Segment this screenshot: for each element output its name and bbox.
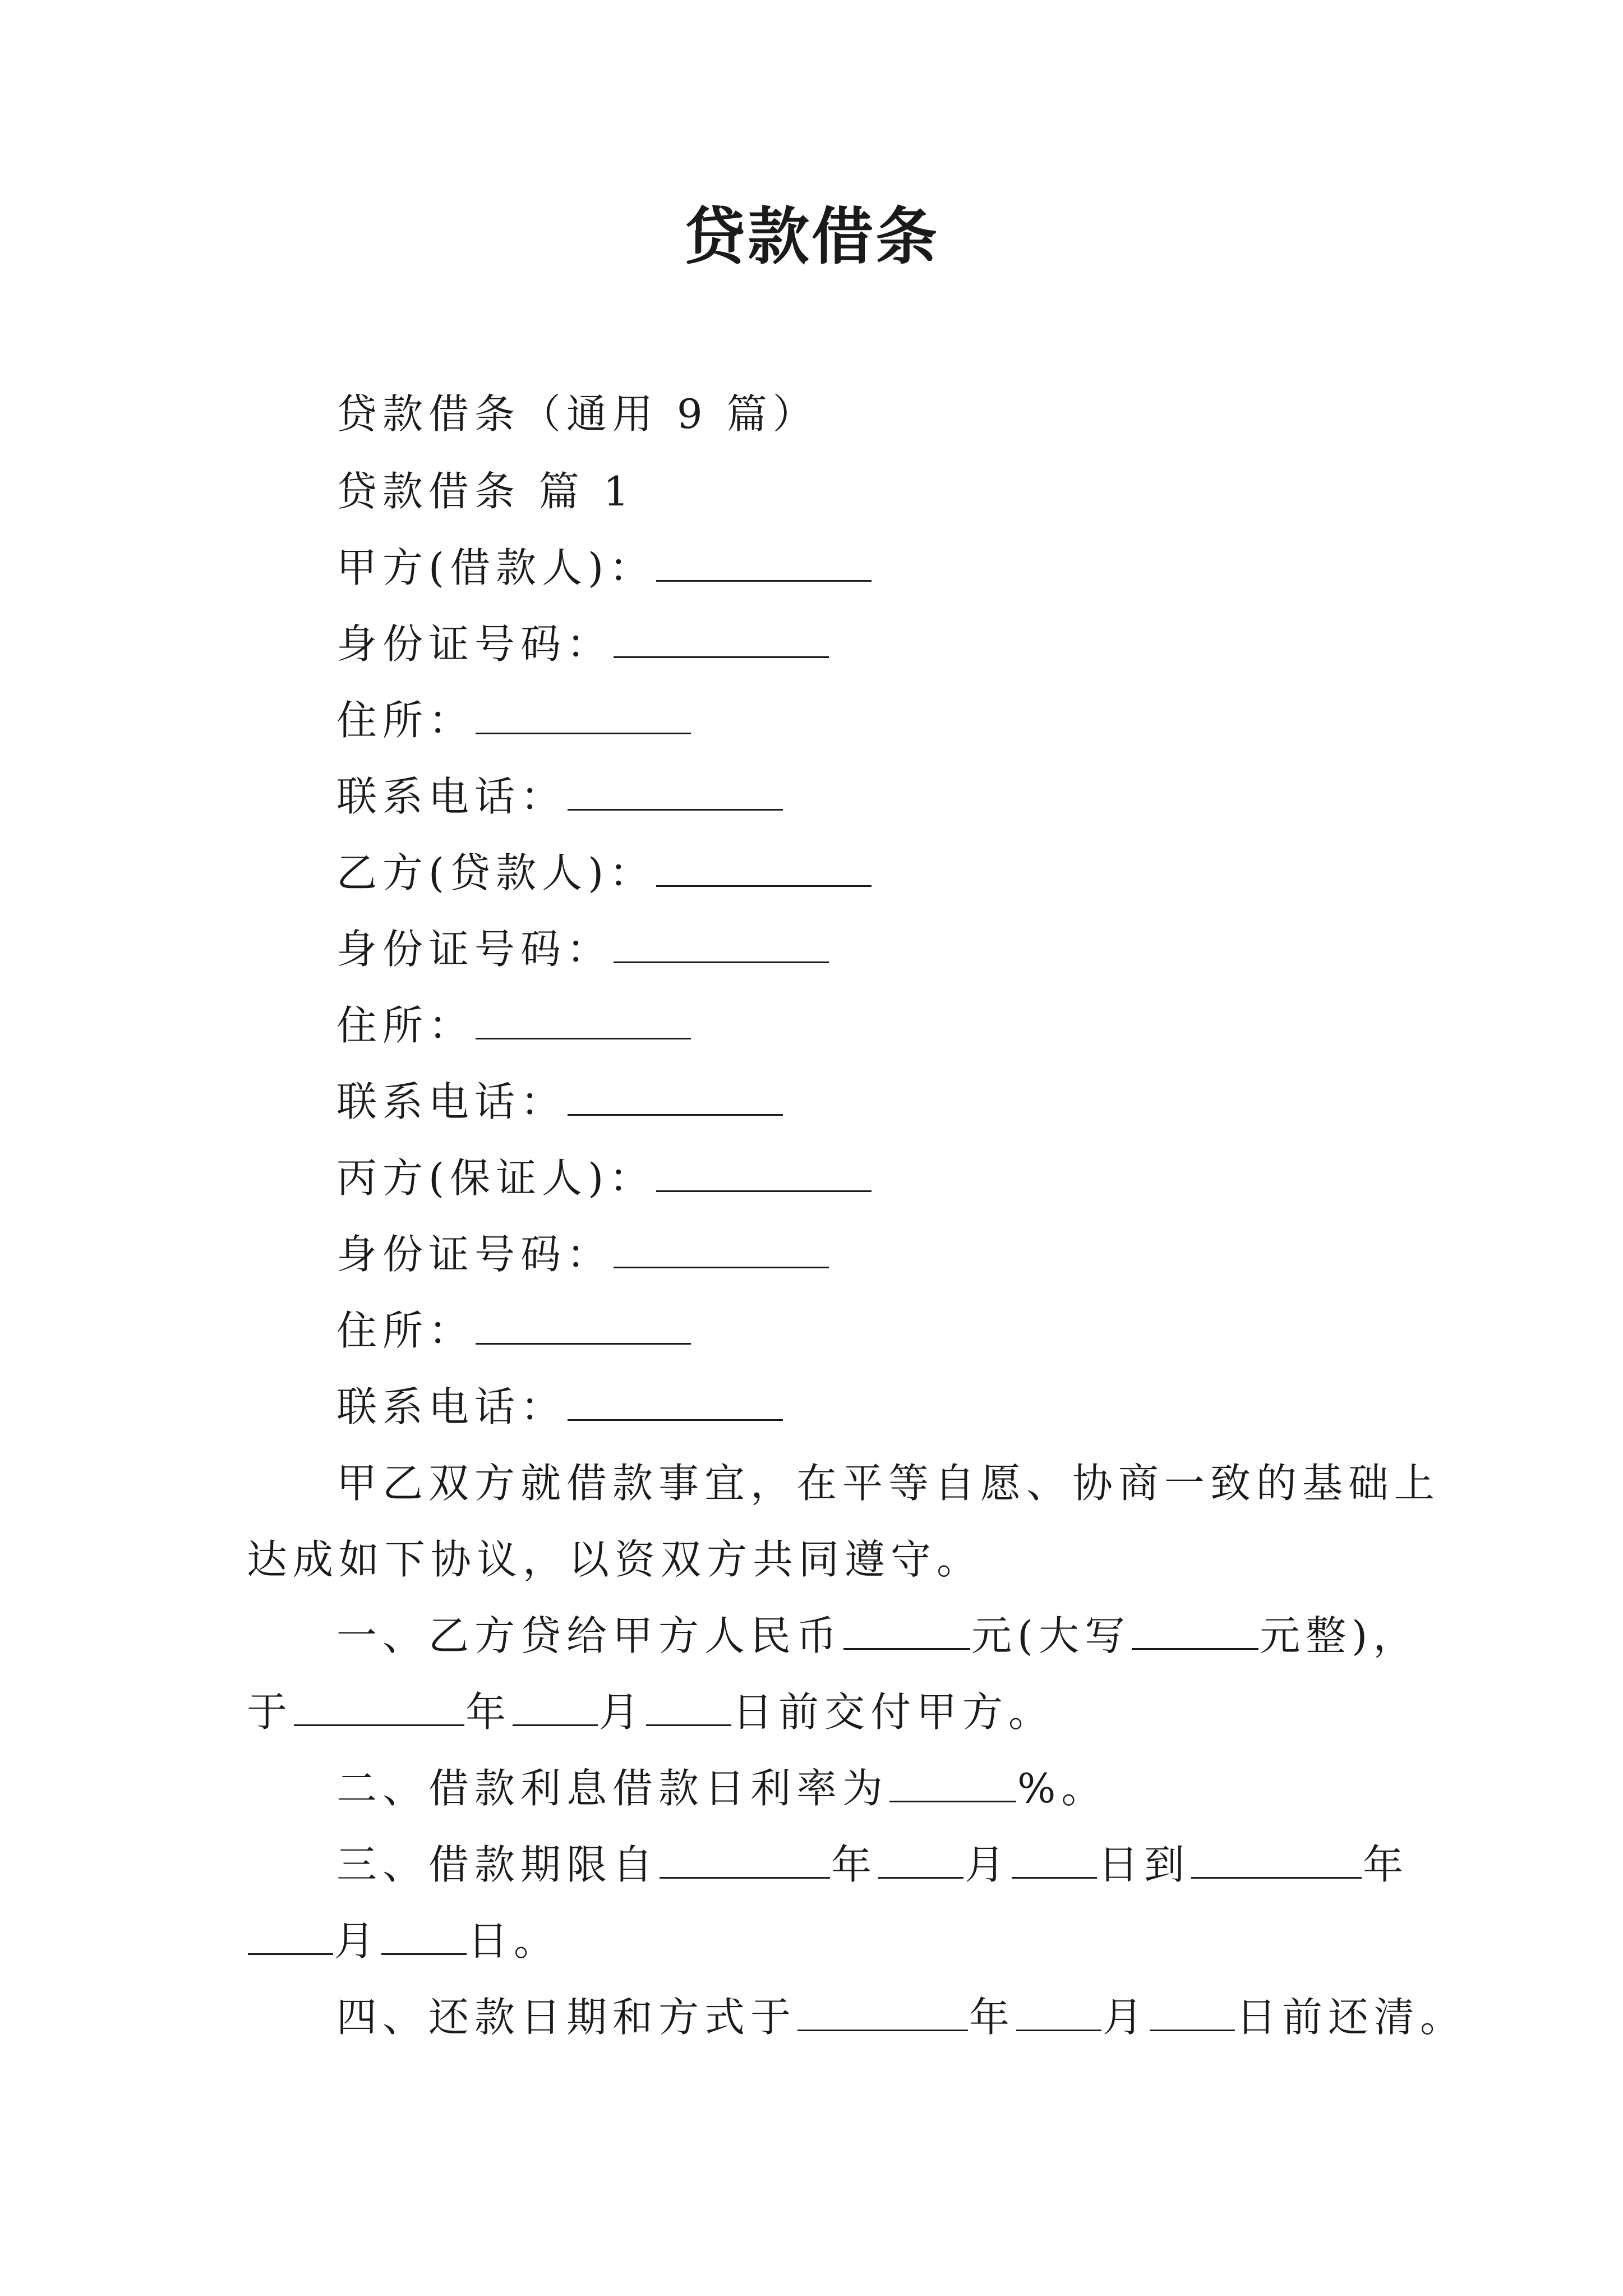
party-c-address-line (336, 1303, 692, 1359)
party-a-label: 甲方(借款人)： (336, 544, 656, 591)
clause-4-text-3: 月 (1103, 1994, 1149, 2041)
party-a-id-blank[interactable] (614, 624, 829, 658)
clause-3-text-5: 年 (1363, 1841, 1409, 1888)
clause-4-line (336, 1989, 1466, 2045)
clause-4-text-4: 日前还清。 (1236, 1994, 1467, 2041)
party-c-phone-line (336, 1379, 784, 1435)
clause-1-text-1: 一、乙方贷给甲方人民币 (336, 1612, 843, 1659)
intro-line-1: 甲乙双方就借款事宜，在平等自愿、协商一致的基础上 (336, 1460, 1441, 1507)
clause-1-text-5: 年 (465, 1688, 512, 1736)
party-a-phone-blank[interactable] (568, 776, 783, 811)
party-a-id-line (336, 616, 830, 672)
repay-year-blank[interactable] (797, 1997, 968, 2031)
party-b-phone-blank[interactable] (568, 1082, 783, 1116)
party-c-id-label: 身份证号码： (336, 1231, 613, 1278)
delivery-year-blank[interactable] (294, 1692, 464, 1726)
clause-2-line (336, 1760, 1107, 1816)
delivery-day-blank[interactable] (646, 1692, 731, 1726)
party-c-line (336, 1150, 873, 1206)
party-a-blank[interactable] (656, 547, 872, 582)
party-a-id-label: 身份证号码： (336, 620, 613, 668)
clause-2-text-2: %。 (1017, 1765, 1108, 1812)
clause-3-text-6: 月 (334, 1917, 381, 1964)
clause-2-text-1: 二、借款利息借款日利率为 (336, 1765, 889, 1812)
repay-day-blank[interactable] (1150, 1997, 1235, 2031)
term-end-day-blank[interactable] (381, 1921, 467, 1955)
clause-4-text-1: 四、还款日期和方式于 (336, 1994, 797, 2041)
loan-amount-blank[interactable] (843, 1616, 970, 1650)
repay-month-blank[interactable] (1016, 1997, 1101, 2031)
term-end-month-blank[interactable] (248, 1921, 333, 1955)
clause-3-line-2 (247, 1913, 560, 1969)
party-b-id-line (336, 921, 830, 977)
party-c-phone-label: 联系电话： (336, 1383, 567, 1430)
clause-3-text-3: 月 (965, 1841, 1011, 1888)
clause-3-text-7: 日。 (468, 1917, 560, 1964)
party-a-address-label: 住所： (336, 697, 475, 744)
party-b-address-label: 住所： (336, 1002, 475, 1049)
term-start-year-blank[interactable] (660, 1844, 830, 1879)
document-subtitle: 贷款借条（通用 9 篇） (336, 390, 819, 438)
party-a-phone-label: 联系电话： (336, 773, 567, 820)
clause-1-text-3: 元整)， (1260, 1612, 1419, 1659)
party-b-address-line (336, 997, 692, 1053)
clause-1-text-4: 于 (247, 1688, 293, 1736)
clause-1-line-2 (247, 1684, 1054, 1740)
term-end-year-blank[interactable] (1191, 1844, 1362, 1879)
party-c-address-label: 住所： (336, 1307, 475, 1354)
clause-1-text-2: 元(大写 (971, 1612, 1131, 1659)
party-b-phone-label: 联系电话： (336, 1078, 567, 1125)
party-a-address-line (336, 692, 692, 748)
party-a-phone-line (336, 769, 784, 825)
clause-3-text-4: 日到 (1098, 1841, 1191, 1888)
party-c-address-blank[interactable] (476, 1310, 691, 1345)
clause-4-text-2: 年 (969, 1994, 1016, 2041)
party-c-label: 丙方(保证人)： (336, 1154, 656, 1202)
loan-amount-words-blank[interactable] (1132, 1616, 1258, 1650)
interest-rate-blank[interactable] (889, 1768, 1016, 1802)
party-c-id-line (336, 1226, 830, 1282)
clause-1-line-1 (336, 1608, 1419, 1664)
section-heading: 贷款借条 篇 1 (336, 468, 635, 515)
party-a-line (336, 540, 873, 596)
party-b-address-blank[interactable] (476, 1005, 691, 1039)
term-start-day-blank[interactable] (1012, 1844, 1097, 1879)
party-c-id-blank[interactable] (614, 1234, 829, 1268)
party-b-id-blank[interactable] (614, 929, 829, 963)
clause-1-text-6: 月 (599, 1688, 645, 1736)
party-b-phone-line (336, 1074, 784, 1130)
clause-3-text-1: 三、借款期限自 (336, 1841, 659, 1888)
clause-3-line-1 (336, 1837, 1409, 1893)
clause-1-text-7: 日前交付甲方。 (732, 1688, 1055, 1736)
party-c-phone-blank[interactable] (568, 1387, 783, 1421)
party-c-blank[interactable] (656, 1158, 872, 1192)
document-title: 贷款借条 (684, 200, 939, 273)
party-b-line (336, 845, 873, 901)
party-b-label: 乙方(贷款人)： (336, 849, 656, 896)
delivery-month-blank[interactable] (513, 1692, 598, 1726)
party-a-address-blank[interactable] (476, 700, 691, 734)
party-b-blank[interactable] (656, 853, 872, 887)
intro-line-2: 达成如下协议，以资双方共同遵守。 (247, 1536, 983, 1583)
clause-3-text-2: 年 (831, 1841, 878, 1888)
term-start-month-blank[interactable] (878, 1844, 963, 1879)
party-b-id-label: 身份证号码： (336, 926, 613, 973)
